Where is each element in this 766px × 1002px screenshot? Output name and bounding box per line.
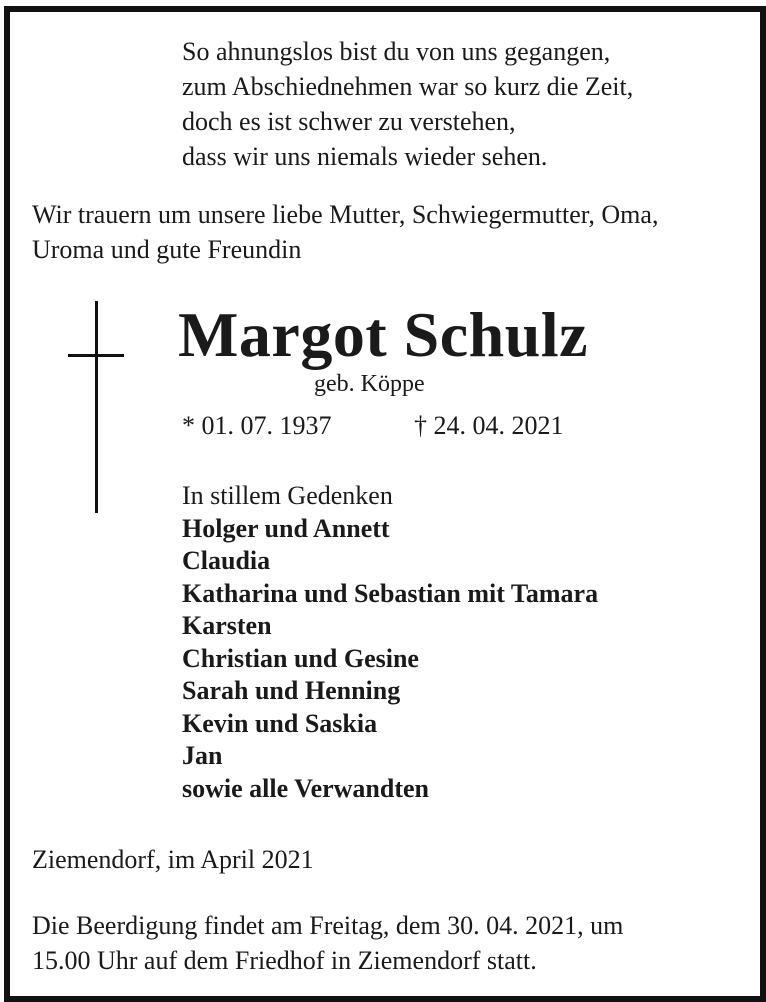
mourner-name: Claudia bbox=[182, 546, 271, 575]
mourning-intro bbox=[32, 197, 742, 267]
mourner-name: Sarah und Henning bbox=[182, 676, 401, 705]
mourner-name: Kevin und Saskia bbox=[182, 708, 378, 738]
funeral-line: Die Beerdigung findet am Freitag, dem 30. 04. 2021, um bbox=[32, 911, 624, 940]
poem-line: dass wir uns niemals wieder sehen. bbox=[182, 142, 548, 171]
intro-line: Wir trauern um unsere liebe Mutter, Schwiegermutter, Oma, bbox=[32, 200, 659, 229]
mourners-list bbox=[182, 480, 598, 805]
mourner-name: sowie alle Verwandten bbox=[182, 773, 429, 803]
place-date: Ziemendorf, im April 2021 bbox=[32, 845, 314, 874]
mourner-name: Holger und Annett bbox=[182, 513, 390, 543]
birth-date: * 01. 07. 1937 bbox=[182, 411, 332, 440]
mourner-name: Christian und Gesine bbox=[182, 643, 419, 673]
death-date: † 24. 04. 2021 bbox=[414, 411, 564, 440]
funeral-notice bbox=[32, 908, 737, 978]
deceased-name: Margot Schulz bbox=[178, 299, 588, 370]
mourner-name: Jan bbox=[182, 741, 223, 770]
maiden-name: geb. Köppe bbox=[314, 371, 425, 397]
poem-line: zum Abschiednehmen war so kurz die Zeit, bbox=[182, 72, 634, 101]
obituary-frame bbox=[4, 6, 766, 1002]
mourners-lead: In stillem Gedenken bbox=[182, 481, 393, 510]
cross-horizontal-bar bbox=[68, 354, 124, 357]
cross-vertical-bar bbox=[95, 301, 98, 513]
poem bbox=[182, 34, 633, 174]
intro-line: Uroma und gute Freundin bbox=[32, 235, 302, 264]
funeral-line: 15.00 Uhr auf dem Friedhof in Ziemendorf statt. bbox=[32, 946, 537, 975]
poem-line: So ahnungslos bist du von uns gegangen, bbox=[182, 37, 611, 66]
mourner-name: Karsten bbox=[182, 611, 272, 640]
poem-line: doch es ist schwer zu verstehen, bbox=[182, 107, 516, 136]
mourner-name: Katharina und Sebastian mit Tamara bbox=[182, 578, 599, 608]
